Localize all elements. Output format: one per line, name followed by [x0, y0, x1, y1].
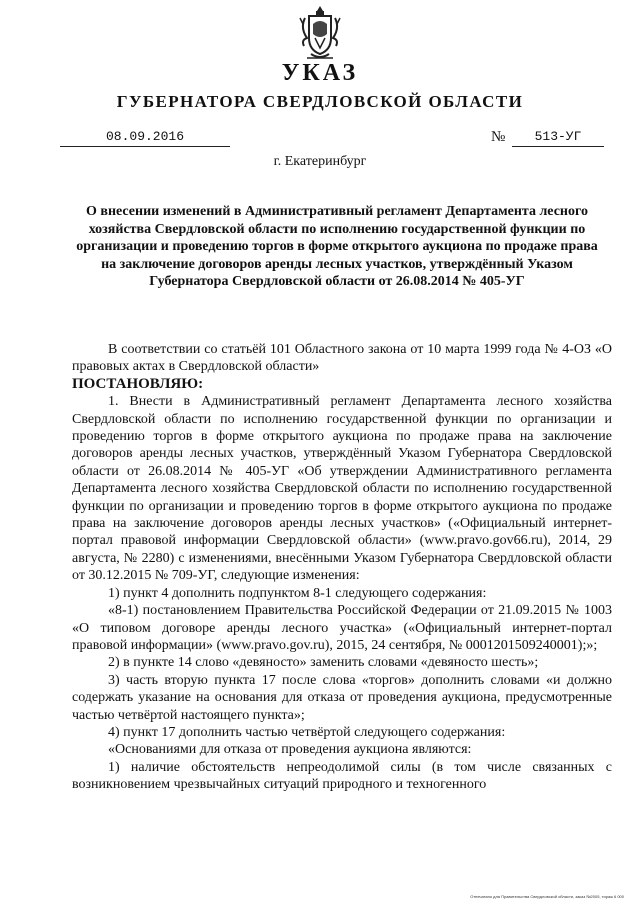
number-sign: № [491, 129, 506, 145]
body-paragraph: 1) пункт 4 дополнить подпунктом 8-1 следующего содержания: [108, 585, 487, 601]
document-date-value: 08.09.2016 [60, 128, 230, 147]
document-place: г. Екатеринбург [273, 154, 367, 169]
body-paragraph: 4) пункт 17 дополнить частью четвёртой следующего содержания: [108, 724, 506, 740]
document-issuer: ГУБЕРНАТОРА СВЕРДЛОВСКОЙ ОБЛАСТИ [116, 92, 524, 111]
document-body [72, 341, 612, 794]
document-title: О внесении изменений в Административный регламент Департамента лесного хозяйства Свердловской области по исполнению государственной функции по организации и проведению торгов в форме открытого аукциона по продаже права на заключение договоров аренды лесных участков, утверждённый Указом Губернатора Свердловской области от 26.08.2014 № 405-УГ [76, 204, 598, 289]
body-paragraph: 1) наличие обстоятельств непреодолимой силы (в том числе связанных с возникновением чрезвычайных ситуаций природного и техногенного [72, 759, 612, 793]
document-date [60, 128, 230, 146]
decree-word: ПОСТАНОВЛЯЮ: [72, 375, 204, 392]
body-paragraph: 2) в пункте 14 слово «девяносто» заменить словами «девяносто шесть»; [108, 655, 539, 671]
body-paragraph: 1. Внести в Административный регламент Департамента лесного хозяйства Свердловской области по исполнению государственной функции по организации и проведению торгов в форме открытого аукциона по продаже права на заключение договоров аренды лесных участков, утверждённый Указом Губернатора Свердловской области от 26.08.2014 № 405-УГ «Об утверждении Административного регламента Департамента лесного хозяйства Свердловской области по исполнению государственной функции по организации и проведению торгов в форме открытого аукциона по продаже права на заключение договоров аренды лесных участков» («Официальный интернет-портал правовой информации Свердловской области» (www.pravo.gov66.ru), 2014, 29 августа, № 2280) с изменениями, внесёнными Указом Губернатора Свердловской области от 30.12.2015 № 709-УГ, следующие изменения: [72, 394, 612, 584]
body-paragraph: «8-1) постановлением Правительства Российской Федерации от 21.09.2015 № 1003 «О типовом договоре аренды лесного участка» («Официальный интернет-портал правовой информации» (www.pravo.gov.ru), 2015, 24 сентября, № 0001201509240001);»; [72, 603, 612, 653]
document-kind: УКАЗ [281, 60, 359, 86]
body-paragraph: В соответствии со статьёй 101 Областного закона от 10 марта 1999 года № 4-ОЗ «О правовых актах в Свердловской области» [72, 342, 612, 375]
document-number-value: 513-УГ [512, 128, 604, 147]
body-paragraph: 3) часть вторую пункта 17 после слова «торгов» дополнить словами «и должно содержать указание на основания для отказа от проведения аукциона, предусмотренные частью четвёртой настоящего пункта»; [72, 672, 612, 723]
coat-of-arms-icon [299, 4, 341, 64]
print-footer: Отпечатано для Правительства Свердловской области, заказ №2005, тираж 6 000 [470, 894, 624, 899]
body-paragraph: «Основаниями для отказа от проведения аукциона являются: [108, 742, 472, 758]
document-number [512, 128, 604, 146]
